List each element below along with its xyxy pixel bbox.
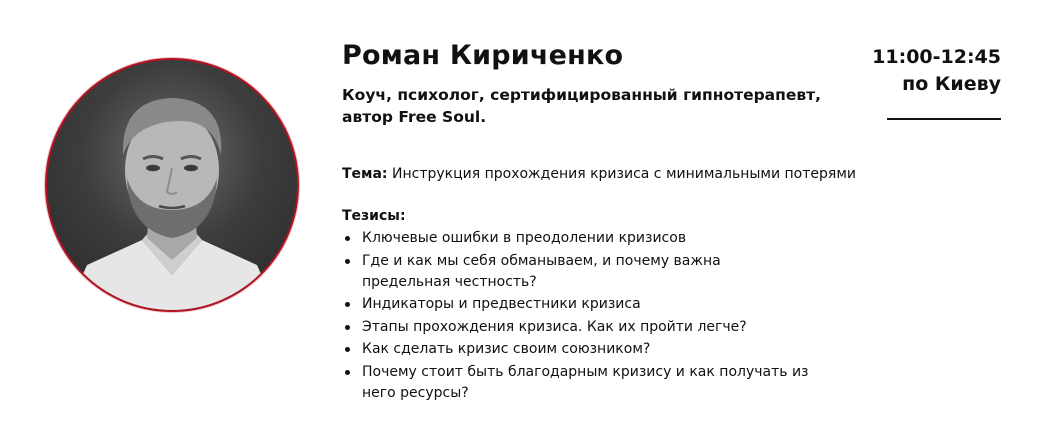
speaker-role: Коуч, психолог, сертифицированный гипнотерапевт, автор Free Soul.	[342, 86, 822, 126]
theses-list-item: Где и как мы себя обманываем, и почему важна предельная честность?	[342, 251, 812, 293]
speaker-portrait-image	[47, 60, 297, 310]
topic-line	[342, 164, 902, 184]
session-time-range: 11:00-12:45	[872, 46, 1001, 68]
topic-text: Инструкция прохождения кризиса с минимальными потерями	[387, 166, 856, 182]
speaker-name: Роман Кириченко	[342, 40, 624, 71]
theses-list-item: Почему стоит быть благодарным кризису и как получать из него ресурсы?	[342, 362, 812, 404]
theses-list-item: Этапы прохождения кризиса. Как их пройти легче?	[342, 317, 812, 338]
theses-list	[342, 228, 812, 405]
session-time	[872, 44, 1001, 98]
theses-list-item: Как сделать кризис своим союзником?	[342, 339, 812, 360]
theses-list-item: Ключевые ошибки в преодолении кризисов	[342, 228, 812, 249]
theses-title: Тезисы:	[342, 208, 406, 224]
topic-label: Тема:	[342, 166, 388, 182]
session-time-zone: по Киеву	[902, 73, 1001, 95]
time-divider	[887, 118, 1001, 120]
theses-list-item: Индикаторы и предвестники кризиса	[342, 294, 812, 315]
speaker-photo	[45, 58, 299, 312]
